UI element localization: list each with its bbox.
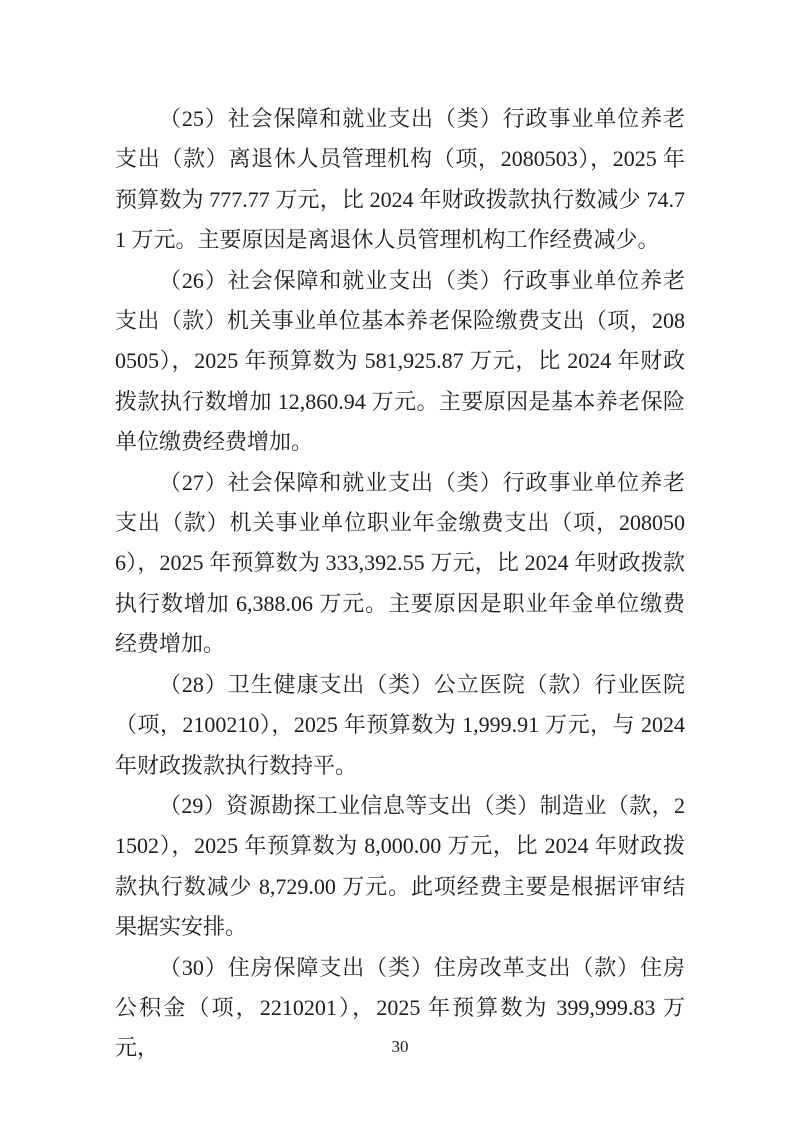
paragraph-item-26: （26）社会保障和就业支出（类）行政事业单位养老支出（款）机关事业单位基本养老保险缴费支出（项，2080505），2025 年预算数为 581,925.87 万元，比 2024 年财政拨款执行数增加 12,860.94 万元。主要原因是基本养老保险单位缴费经费增加。	[115, 267, 685, 455]
paragraph-item-29: （29）资源勘探工业信息等支出（类）制造业（款，21502），2025 年预算数为 8,000.00 万元，比 2024 年财政拨款执行数减少 8,729.00 万元。此项经费主要是根据评审结果据实安排。	[115, 792, 685, 940]
paragraph-item-27: （27）社会保障和就业支出（类）行政事业单位养老支出（款）机关事业单位职业年金缴费支出（项，2080506），2025 年预算数为 333,392.55 万元，比 2024 年财政拨款执行数增加 6,388.06 万元。主要原因是职业年金单位缴费经费增加。	[115, 469, 685, 657]
paragraph-item-30: （30）住房保障支出（类）住房改革支出（款）住房公积金（项，2210201），2025 年预算数为 399,999.83 万元，	[115, 954, 685, 1061]
paragraph-item-25: （25）社会保障和就业支出（类）行政事业单位养老支出（款）离退休人员管理机构（项，2080503），2025 年预算数为 777.77 万元，比 2024 年财政拨款执行数减少 74.71 万元。主要原因是离退休人员管理机构工作经费减少。	[115, 106, 685, 253]
page-number: 30	[391, 1037, 409, 1056]
paragraph-item-28: （28）卫生健康支出（类）公立医院（款）行业医院（项，2100210），2025 年预算数为 1,999.91 万元，与 2024 年财政拨款执行数持平。	[115, 671, 685, 778]
document-body	[115, 99, 685, 1069]
